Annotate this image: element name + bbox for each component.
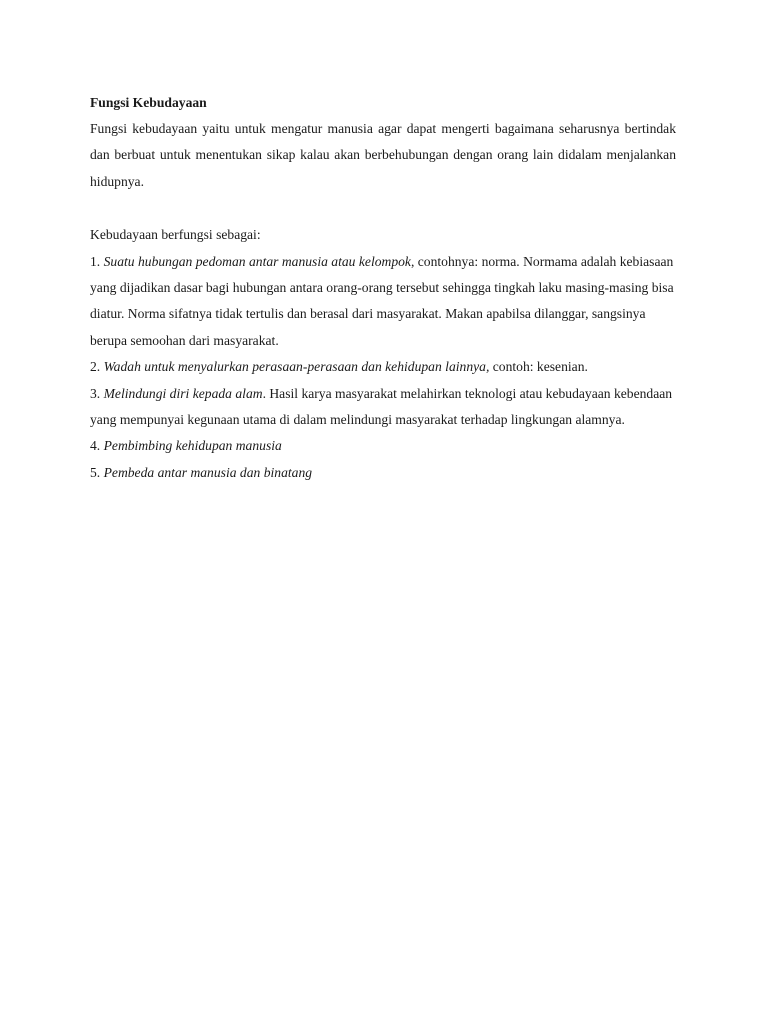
list-intro: Kebudayaan berfungsi sebagai:	[90, 227, 261, 243]
list-item	[90, 433, 676, 459]
paragraph-spacer	[90, 195, 676, 222]
list-item	[90, 381, 674, 434]
item-rest-text: contoh: kesenian.	[489, 359, 588, 375]
list-item	[90, 460, 676, 486]
item-italic-text: Suatu hubungan pedoman antar manusia atau kelompok	[103, 253, 411, 269]
document-title: Fungsi Kebudayaan	[90, 95, 207, 110]
item-number: 2.	[90, 359, 101, 375]
document-page	[90, 90, 676, 486]
item-rest-text: . Hasil karya masyarakat melahirkan teknologi atau kebudayaan kebendaan yang mempunyai kegunaan utama di dalam melindungi masyarakat terhadap lingkungan alamnya.	[90, 385, 673, 428]
item-italic-text: Melindungi diri kepada alam	[103, 385, 263, 401]
item-number: 1.	[90, 253, 101, 269]
item-rest-text: , contohnya: norma. Normama adalah kebiasaan yang dijadikan dasar bagi hubungan antara orang-orang tersebut sehingga tingkah laku masing-masing bisa diatur. Norma sifatnya tidak tertulis dan berasal dari masyarakat. Makan apabilsa dilanggar, sangsinya berupa semoohan dari masyarakat.	[90, 253, 674, 348]
list-item	[90, 249, 674, 355]
item-italic-text: Wadah untuk menyalurkan perasaan-perasaan dan kehidupan lainnya,	[103, 359, 490, 375]
item-italic-text: Pembimbing kehidupan manusia	[103, 438, 282, 454]
item-number: 5.	[90, 464, 101, 480]
item-number: 4.	[90, 438, 101, 454]
item-italic-text: Pembeda antar manusia dan binatang	[103, 464, 313, 480]
item-number: 3.	[90, 385, 101, 401]
intro-paragraph: Fungsi kebudayaan yaitu untuk mengatur manusia agar dapat mengerti bagaimana seharusnya bertindak dan berbuat untuk menentukan sikap kalau akan berbehubungan dengan orang lain didalam menjalankan hidupnya.	[90, 121, 676, 189]
list-item	[90, 354, 676, 380]
